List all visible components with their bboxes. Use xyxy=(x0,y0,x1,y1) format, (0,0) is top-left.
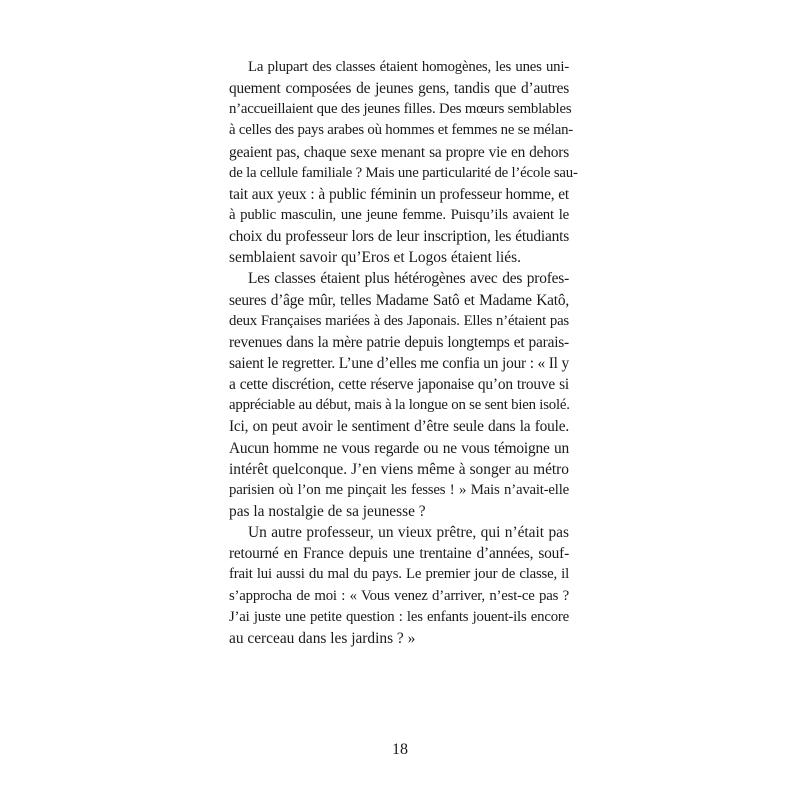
text-line: parisien où l’on me pinçait les fesses ! » Mais n’avait-elle xyxy=(229,481,569,498)
paragraph-1 xyxy=(229,57,578,268)
text-line: Un autre professeur, un vieux prêtre, qui n’était pas xyxy=(248,524,569,542)
text-line: J’ai juste une petite question : les enfants jouent-ils encore xyxy=(229,608,569,625)
paragraph-2 xyxy=(229,268,569,522)
body-text xyxy=(229,57,578,649)
text-line: au cerceau dans les jardins ? » xyxy=(229,629,416,647)
text-line: deux Françaises mariées à des Japonais. Elles n’étaient pas xyxy=(229,312,569,329)
text-line: de la cellule familiale ? Mais une particularité de l’école sau- xyxy=(229,164,578,181)
text-line: pas la nostalgie de sa jeunesse ? xyxy=(229,502,426,520)
text-line: n’accueillaient que des jeunes filles. Des mœurs semblables xyxy=(229,101,572,118)
text-line: seures d’âge mûr, telles Madame Satô et Madame Katô, xyxy=(229,291,569,309)
text-line: frait lui aussi du mal du pays. Le premier jour de classe, il xyxy=(229,566,569,583)
text-line: appréciable au début, mais à la longue on se sent bien isolé. xyxy=(229,397,570,414)
text-line: intérêt quelconque. J’en viens même à songer au métro xyxy=(229,460,569,478)
text-line: Aucun homme ne vous regarde ou ne vous témoigne un xyxy=(229,439,569,457)
text-line: Les classes étaient plus hétérogènes avec des profes- xyxy=(248,270,569,288)
text-line: choix du professeur lors de leur inscription, les étudiants xyxy=(229,228,569,246)
text-line: revenues dans la mère patrie depuis longtemps et parais- xyxy=(229,333,569,351)
text-line: à public masculin, une jeune femme. Puisqu’ils avaient le xyxy=(229,206,569,223)
text-line: a cette discrétion, cette réserve japonaise qu’on trouve si xyxy=(229,376,569,394)
page-number: 18 xyxy=(392,741,408,758)
text-line: La plupart des classes étaient homogènes, les unes uni- xyxy=(248,59,569,75)
text-line: quement composées de jeunes gens, tandis que d’autres xyxy=(229,80,569,98)
paragraph-3 xyxy=(229,522,569,649)
text-line: semblaient savoir qu’Eros et Logos étaient liés. xyxy=(229,249,521,267)
text-line: retourné en France depuis une trentaine d’années, souf- xyxy=(229,545,569,563)
text-line: à celles des pays arabes où hommes et femmes ne se mélan- xyxy=(229,122,574,139)
text-line: geaient pas, chaque sexe menant sa propre vie en dehors xyxy=(229,143,569,161)
text-line: tait aux yeux : à public féminin un professeur homme, et xyxy=(229,185,569,203)
text-line: Ici, on peut avoir le sentiment d’être seule dans la foule. xyxy=(229,418,569,436)
text-line: s’approcha de moi : « Vous venez d’arriver, n’est-ce pas ? xyxy=(229,587,569,604)
text-line: saient le regretter. L’une d’elles me confia un jour : « Il y xyxy=(229,354,569,372)
